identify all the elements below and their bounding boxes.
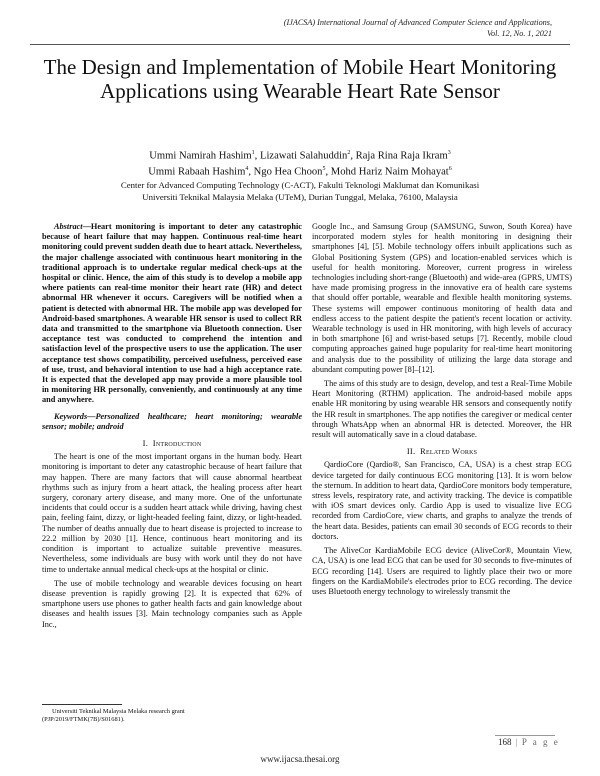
affiliation: [30, 179, 570, 203]
footnote: [42, 708, 302, 724]
body-paragraph: The use of mobile technology and wearable devices focusing on heart disease prevention is rapidly growing [2]. It is expected that 62% of smartphone users use phones to gather health facts and gain knowledge about diseases and health issues [3]. Main technology companies such as Apple Inc.,: [42, 578, 302, 629]
journal-name: (IJACSA) International Journal of Advanced Computer Science and Applications,: [283, 18, 552, 27]
abstract: [42, 222, 302, 406]
page-number-value: 168: [498, 737, 512, 747]
author-sep: ,: [254, 150, 260, 162]
keywords: Keywords—Personalized healthcare; heart monitoring; wearable sensor; mobile; android: [42, 411, 302, 431]
author-sup: 5: [322, 165, 326, 172]
author-name: Raja Rina Raja Ikram: [355, 150, 448, 162]
author-name: Mohd Hariz Naim Mohayat: [330, 166, 449, 178]
journal-header: [172, 18, 552, 39]
footer-url[interactable]: www.ijacsa.thesai.org: [260, 754, 340, 764]
author-sup: 3: [447, 150, 451, 156]
right-column: [312, 222, 572, 601]
footnote-rule: [42, 704, 122, 705]
affiliation-line: Universiti Teknikal Malaysia Melaka (UTeM), Durian Tunggal, Melaka, 76100, Malaysia: [142, 192, 458, 202]
abstract-label: Abstract: [54, 222, 83, 231]
author-sep: ,: [325, 166, 331, 178]
journal-volume: Vol. 12, No. 1, 2021: [486, 28, 552, 38]
author-name: Ngo Hea Choon: [253, 166, 323, 178]
abstract-text: —Heart monitoring is important to deter any catastrophic because of heart failure that may happen. Continuous real-time heart monitoring could prevent sudden death due to heart attack. Nevertheless, the major challenge associated with continuous heart monitoring in the traditional approach is to undertake regular medical check-ups at the hospital or clinic. Hence, the aim of this study is to develop a mobile app where patients can real-time monitor their heart rate (HR) and detect abnormal HR whenever it occurs. Caregivers will be notified when a patient is detected with abnormal HR. The mobile app was developed for Android-based smartphones. A wearable HR sensor is used to collect RR data and transmitted to the smartphone via Bluetooth connection. User acceptance test was conducted to comprehend the intention and satisfaction level of the prospective users to use the application. The user acceptance test shows compatibility, perceived usefulness, perceived ease of use, trust, and behavioral intention to use had a high acceptance rate. It is expected that the developed app may provide a more plausible tool in monitoring HR personally, conveniently, and continuously at any time and anywhere.: [42, 222, 302, 405]
section-number: II.: [406, 446, 416, 457]
author-sup: 2: [347, 150, 351, 156]
author-sep: ,: [350, 150, 356, 162]
section-title: Related Works: [420, 446, 478, 457]
body-paragraph: The aims of this study are to design, develop, and test a Real-Time Mobile Heart Monitoring (RTHM) application. The android-based mobile apps enable HR monitoring by using wearable HR sensors and consequently notify the HR result in smartphones. The app notifies the caregiver or medical center through WhatsApp when an abnormal HR is detected. Moreover, the HR result will automatically save in a cloud database.: [312, 379, 572, 440]
author-name: Ummi Rabaah Hashim: [148, 166, 246, 178]
footnote-line: Universiti Teknikal Malaysia Melaka research grant: [52, 708, 185, 715]
section-number: I.: [142, 438, 149, 449]
header-rule: [30, 44, 570, 45]
body-paragraph: The heart is one of the most important organs in the human body. Heart monitoring is important to deter any catastrophic because of heart failure that may happen. There are many factors that will cause abnormal heartbeat rhythms such as injury from a heart attack, the healing process after heart surgery, coronary artery disease, and many more. One of the unfortunate incidents that could occur is a sudden heart attack while driving, having chest pain, feeling faint, dizzy, or light-headed feeling faint, dizzy, or light-headed. The number of deaths annually due to heart disease is projected to increase to 22.2 million by 2030 [1]. Hence, continuous heart monitoring and its condition is important to actualize suitable preventive measures. Nevertheless, some individuals are busy with work until they do not have time to undertake annual medical check-ups at the hospital or clinic.: [42, 452, 302, 574]
paper-title: The Design and Implementation of Mobile Heart Monitoring Applications using Wearable Heart Rate Sensor: [43, 55, 557, 103]
author-list: [30, 147, 570, 178]
page-number-separator: |: [515, 737, 518, 747]
page-number-rule: [495, 735, 555, 736]
page-number: [498, 737, 560, 747]
author-line-1: [30, 147, 570, 163]
footnote-line: (PJP/2019/FTMK(7B)/S01681).: [42, 716, 125, 723]
body-paragraph: The AliveCor KardiaMobile ECG device (AliveCor®, Mountain View, CA, USA) is one lead ECG that can be used for 30 seconds to five-minutes of ECG recording [14]. Users are required to lightly place their two or more fingers on the KardiaMobile's electrodes prior to ECG recording. The device uses Bluetooth energy technology to wirelessly transmit the: [312, 546, 572, 596]
body-paragraph: Google Inc., and Samsung Group (SAMSUNG, Suwon, South Korea) have incorporated modern styles for health monitoring in designing their smartphones [4], [5]. Mobile technology offers inbuilt applications such as Global Positioning System (GPS) and location-enabled services which is useful for health monitoring. Moreover, current progress in wireless technologies including short-range (Bluetooth) and wide-area (GPRS, UMTS) have made promising progress in the innovative era of health care systems that should offer portable, wearable and flexible health monitoring systems. These systems will empower continuous monitoring of health data and endless access to the patient despite the patient's recent location or activity. Wearable technology is used in HR monitoring, with high levels of accuracy in both smartphone [6] and wrist-based setups [7]. Recently, mobile cloud computing approaches gained huge popularity for real-time heart monitoring and analysis due to the possibility of utilizing the large data storage and abundant computing power [8]–[12].: [312, 222, 572, 374]
author-sup: 4: [245, 165, 249, 172]
author-sup: 6: [448, 165, 452, 172]
section-title: Introduction: [152, 438, 202, 449]
section-heading-related-works: [312, 446, 572, 456]
section-heading-introduction: [42, 438, 302, 448]
author-name: Lizawati Salahuddin: [259, 150, 348, 162]
left-column: [42, 222, 302, 634]
author-line-2: [30, 163, 570, 179]
author-name: Ummi Namirah Hashim: [149, 150, 252, 162]
author-sup: 1: [251, 150, 255, 156]
body-paragraph: QardioCore (Qardio®, San Francisco, CA, USA) is a chest strap ECG device targeted for daily continuous ECG monitoring [13]. It is worn below the sternum. In addition to heart data, QardioCore monitors body temperature, stress levels, respiratory rate, and activity tracking. The device is compatible with iOS smart devices only. Cardio App is used to visualize live ECG recorded from CardioCore, view charts, and graphs to analyze the trends of the heart data. Besides, patients can email 30 seconds of ECG records to their doctors.: [312, 460, 572, 541]
affiliation-line: Center for Advanced Computing Technology (C-ACT), Fakulti Teknologi Maklumat dan Komunikasi: [120, 180, 480, 190]
page-label: P a g e: [521, 737, 560, 747]
author-sep: ,: [248, 166, 254, 178]
